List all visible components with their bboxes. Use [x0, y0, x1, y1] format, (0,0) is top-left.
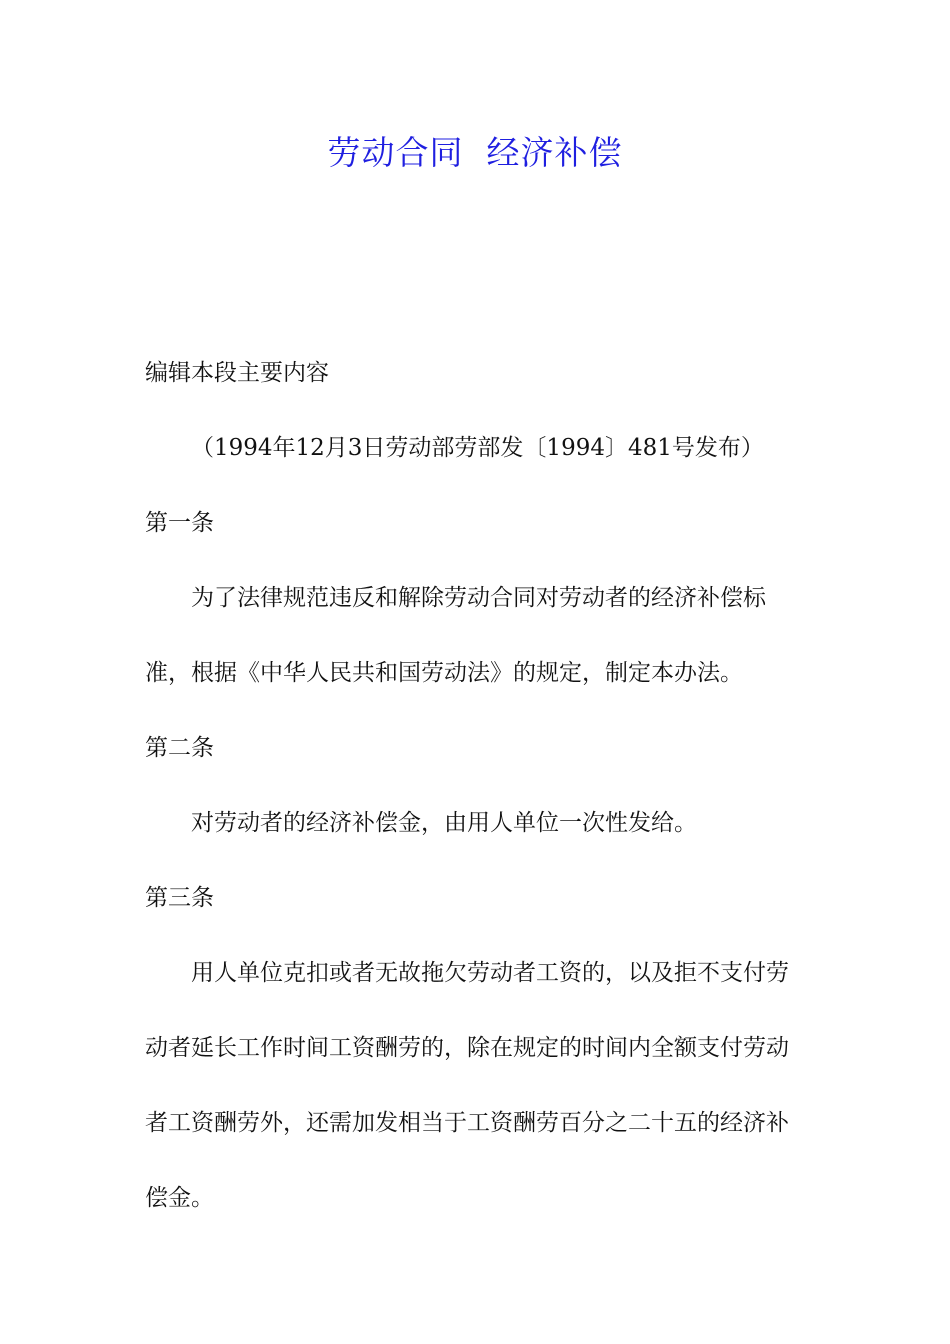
article-heading-1: 第一条 — [145, 510, 214, 536]
document-body — [145, 336, 810, 1236]
issuance-note: （1994年12月3日劳动部劳部发〔1994〕481号发布） — [191, 435, 764, 461]
page-title: 劳动合同 经济补偿 — [327, 133, 623, 172]
article-text-3: 用人单位克扣或者无故拖欠劳动者工资的，以及拒不支付劳动者延长工作时间工资酬劳的，除在规定的时间内全额支付劳动者工资酬劳外，还需加发相当于工资酬劳百分之二十五的经济补偿金。 — [145, 960, 789, 1211]
article-heading-2: 第二条 — [145, 735, 214, 761]
article-text-1: 为了法律规范违反和解除劳动合同对劳动者的经济补偿标准，根据《中华人民共和国劳动法》的规定，制定本办法。 — [145, 585, 766, 686]
section-label: 编辑本段主要内容 — [145, 360, 329, 386]
article-text-2: 对劳动者的经济补偿金，由用人单位一次性发给。 — [191, 810, 697, 836]
article-heading-3: 第三条 — [145, 885, 214, 911]
